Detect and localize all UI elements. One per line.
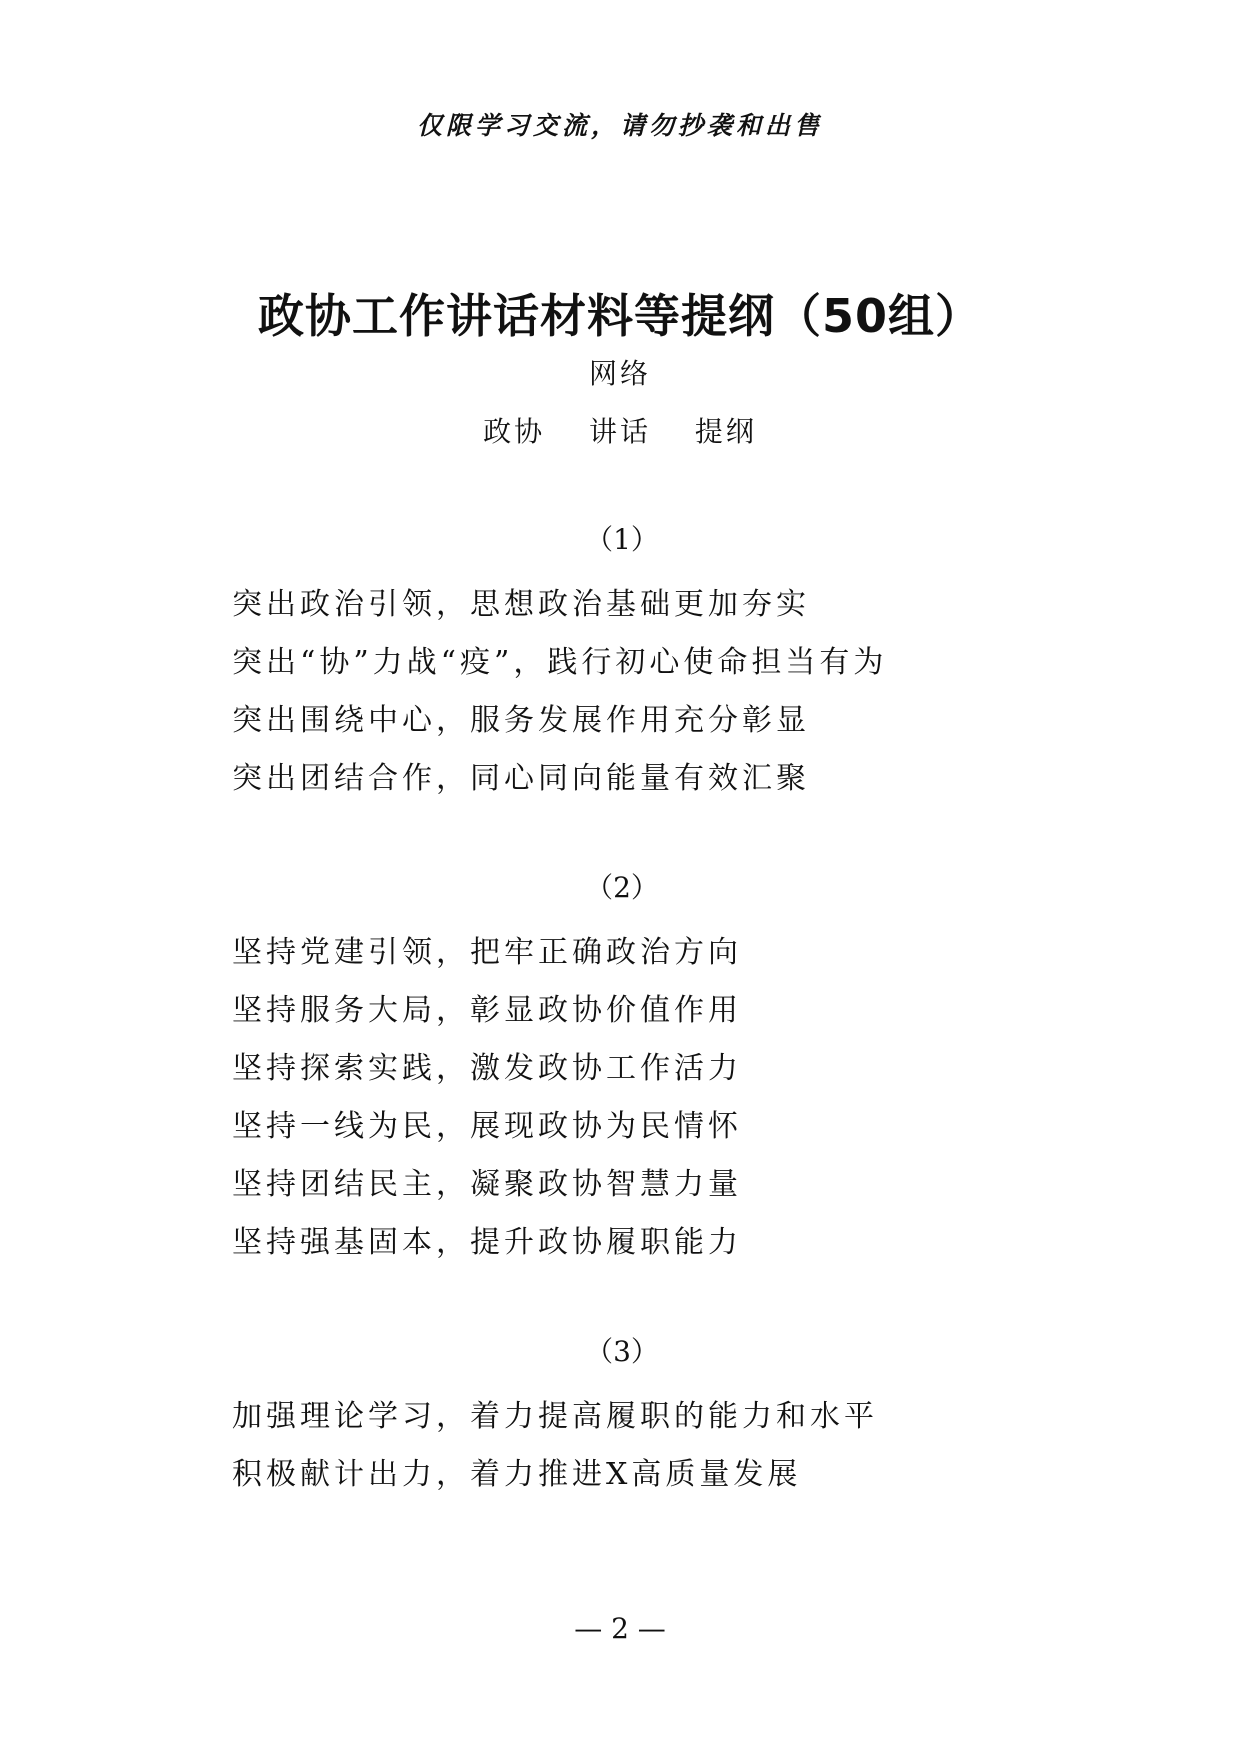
page-number: — 2 — [574, 1612, 666, 1645]
section-number: （1） [585, 523, 659, 556]
outline-item: 坚持团结民主，凝聚政协智慧力量 [232, 1167, 742, 1202]
outline-item: 坚持党建引领，把牢正确政治方向 [232, 935, 742, 970]
keyword: 政协 [483, 415, 546, 448]
keywords [0, 410, 1240, 450]
outline-item: 突出“协”力战“疫”，践行初心使命担当有为 [232, 645, 888, 680]
outline-item: 坚持探索实践，激发政协工作活力 [232, 1051, 742, 1086]
outline-item: 坚持服务大局，彰显政协价值作用 [232, 993, 742, 1028]
outline-item: 积极献计出力，着力推进X高质量发展 [232, 1457, 802, 1492]
document-title: 政协工作讲话材料等提纲（50组） [257, 289, 982, 343]
outline-item: 突出团结合作，同心同向能量有效汇聚 [232, 761, 810, 796]
document-author: 网络 [588, 357, 651, 390]
outline-item: 突出政治引领，思想政治基础更加夯实 [232, 587, 810, 622]
keyword: 讲话 [588, 415, 651, 448]
section-number: （2） [585, 871, 659, 904]
outline-item: 坚持强基固本，提升政协履职能力 [232, 1225, 742, 1260]
outline-section-1 [232, 518, 1032, 808]
section-number: （3） [585, 1335, 659, 1368]
outline-section-2 [232, 866, 1032, 1272]
keyword: 提纲 [694, 415, 757, 448]
outline-section-3 [232, 1330, 1032, 1504]
outline-item: 坚持一线为民，展现政协为民情怀 [232, 1109, 742, 1144]
outline-item: 加强理论学习，着力提高履职的能力和水平 [232, 1399, 878, 1434]
watermark-notice: 仅限学习交流，请勿抄袭和出售 [416, 111, 823, 140]
outline-item: 突出围绕中心，服务发展作用充分彰显 [232, 703, 810, 738]
